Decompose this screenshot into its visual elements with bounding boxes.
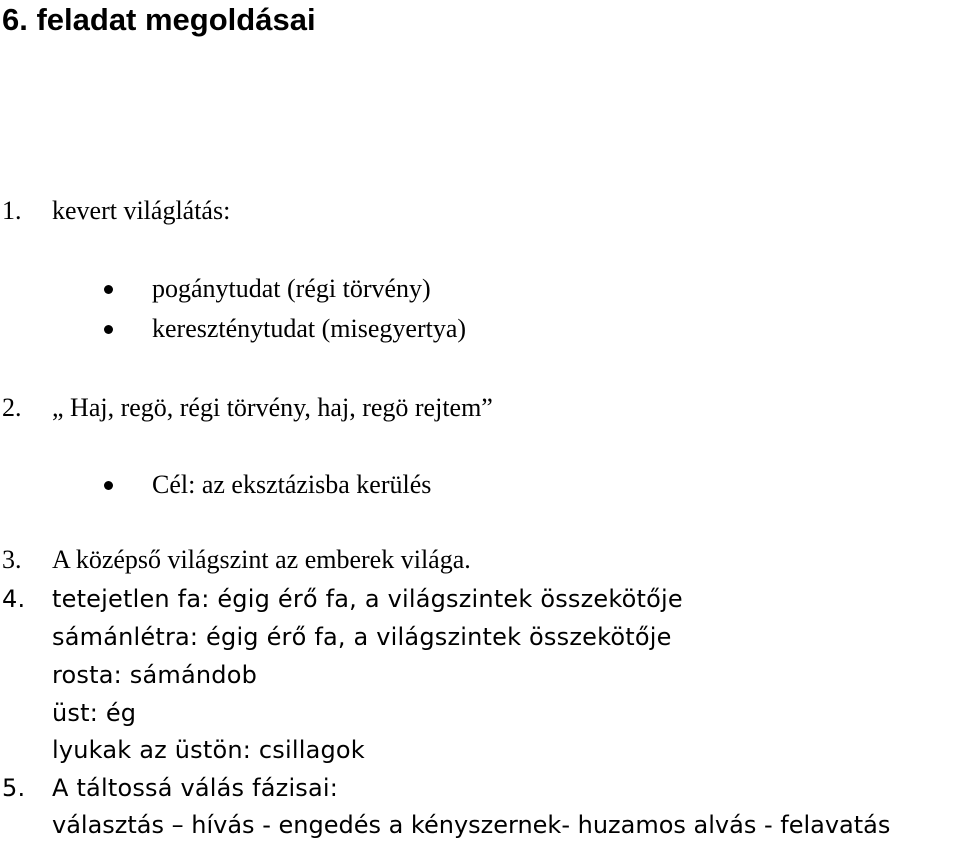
list-item-5 [0,773,960,803]
bullet-icon [104,325,113,334]
list-item-4 [0,584,960,614]
item-text: rosta: sámándob [52,661,258,689]
list-item-4-line [0,698,960,728]
bullet-text: Cél: az eksztázisba kerülés [152,470,432,499]
item-number: 4. [2,585,26,613]
item-number: 2. [2,393,22,422]
item-text: lyukak az üstön: csillagok [52,736,365,764]
list-item-4-line [0,660,960,690]
list-item-4-line [0,622,960,652]
item-text: választás – hívás - engedés a kényszernek- huzamos alvás - felavatás [52,811,891,839]
bullet-item [0,470,960,500]
bullet-text: kereszténytudat (misegyertya) [152,314,467,343]
item-text: üst: ég [52,699,137,727]
list-item-1 [0,196,960,226]
list-item-2 [0,393,960,423]
bullet-text: pogánytudat (régi törvény) [152,274,431,303]
page-title: 6. feladat megoldásai [2,2,316,37]
item-text: A középső világszint az emberek világa. [52,545,471,574]
list-item-3 [0,545,960,575]
bullet-item [0,314,960,344]
item-text: tetejetlen fa: égig érő fa, a világszintek összekötője [52,585,683,613]
list-item-4-line [0,735,960,765]
item-text: sámánlétra: égig érő fa, a világszintek összekötője [52,623,672,651]
item-text: „ Haj, regö, régi törvény, haj, regö rejtem” [52,393,493,422]
bullet-icon [104,481,113,490]
item-number: 3. [2,545,22,574]
item-text: kevert világlátás: [52,196,231,225]
item-number: 5. [2,774,26,802]
bullet-item [0,274,960,304]
item-number: 1. [2,196,22,225]
list-item-5-detail [0,810,960,840]
item-text: A táltossá válás fázisai: [52,774,339,802]
bullet-icon [104,285,113,294]
